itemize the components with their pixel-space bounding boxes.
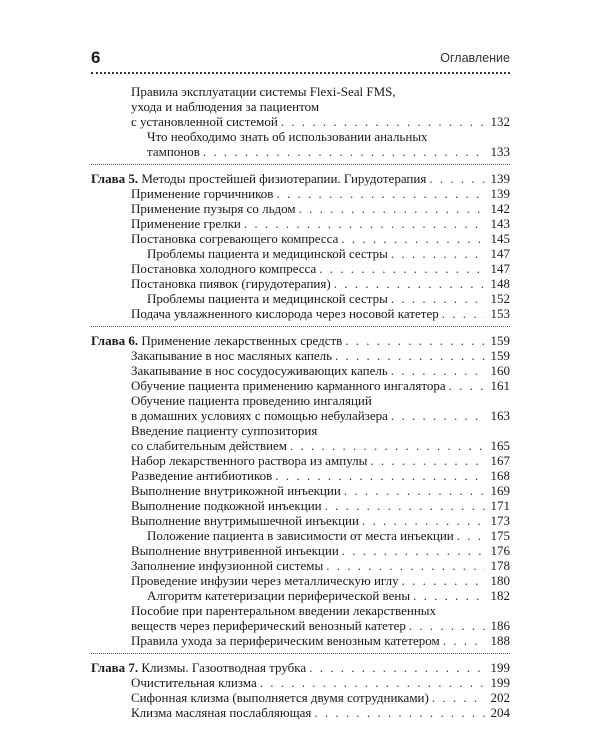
toc-leader-line [131,498,510,513]
toc-leader-line [131,261,510,276]
toc-entry-line: Обучение пациента проведению ингаляций [131,393,372,408]
dot-leader [260,675,485,690]
toc-entry [91,363,510,378]
page-ref: 163 [490,408,510,423]
toc-entry [91,705,510,720]
toc-leader-line [131,705,510,720]
toc-entry [91,186,510,201]
chapter-label: Глава 7. [91,660,139,675]
toc-entry [91,261,510,276]
toc-entry [91,498,510,513]
dot-leader [334,276,485,291]
toc-entry [91,573,510,588]
page-ref: 159 [490,348,510,363]
table-of-contents [91,84,510,720]
toc-leader-line [131,483,510,498]
page-ref: 153 [490,306,510,321]
dot-leader [335,348,485,363]
toc-entry-title: Алгоритм катетеризации периферической вены [147,588,411,603]
toc-entry-title: Применение пузыря со льдом [131,201,296,216]
dot-leader [432,690,485,705]
toc-entry-title: Выполнение подкожной инъекции [131,498,322,513]
page-ref: 165 [490,438,510,453]
toc-leader-line [147,144,510,159]
page-ref: 171 [490,498,510,513]
toc-entry-line: Правила эксплуатации системы Flexi-Seal FMS, [131,84,396,99]
toc-leader-line [91,333,510,348]
dot-leader [409,618,485,633]
toc-entry-line: Что необходимо знать об использовании анальных [147,129,428,144]
page-ref: 132 [490,114,510,129]
dot-leader [325,498,485,513]
toc-entry [91,513,510,528]
page-ref: 148 [490,276,510,291]
toc-leader-line [131,306,510,321]
toc-entry-title: Применение грелки [131,216,241,231]
toc-entry-title [91,333,342,348]
dot-leader [442,306,485,321]
toc-leader-line [131,438,510,453]
toc-entry [91,558,510,573]
toc-entry-line: Пособие при парентеральном введении лекарственных [131,603,437,618]
toc-entry-title: Клизма масляная послабляющая [131,705,312,720]
toc-leader-line [131,453,510,468]
page-ref: 188 [490,633,510,648]
toc-entry [91,543,510,558]
page-ref: 133 [490,144,510,159]
toc-entry-line: ухода и наблюдения за пациентом [131,99,320,114]
dot-leader [443,633,485,648]
toc-entry-title: Положение пациента в зависимости от места инъекции [147,528,454,543]
dot-leader [290,438,485,453]
page-ref: 159 [490,333,510,348]
toc-entry-title: веществ через периферический венозный катетер [131,618,406,633]
dot-leader [413,588,485,603]
page-ref: 152 [490,291,510,306]
toc-entry-title: Выполнение внутривенной инъекции [131,543,339,558]
toc-entry-title: Проблемы пациента и медицинской сестры [147,246,388,261]
section-divider [91,326,510,328]
toc-leader-line [131,633,510,648]
dot-leader [391,363,485,378]
toc-entry-title: Закапывание в нос масляных капель [131,348,332,363]
toc-entry [91,306,510,321]
dot-leader [449,378,485,393]
toc-leader-line [131,378,510,393]
toc-leader-line [147,246,510,261]
chapter-title: Клизмы. Газоотводная трубка [141,660,307,675]
page-ref: 199 [490,660,510,675]
toc-entry [91,675,510,690]
page-ref: 147 [490,246,510,261]
chapter-title: Применение лекарственных средств [141,333,343,348]
toc-entry-title: Применение горчичников [131,186,274,201]
toc-leader-line [131,408,510,423]
toc-leader-line [131,558,510,573]
chapter-label: Глава 5. [91,171,139,186]
dot-leader [362,513,485,528]
page-ref: 142 [490,201,510,216]
toc-entry-title: Выполнение внутримышечной инъекции [131,513,359,528]
page-ref: 199 [490,675,510,690]
toc-leader-line [131,618,510,633]
toc-entry-title: Заполнение инфузионной системы [131,558,324,573]
toc-entry-title: Постановка согревающего компресса [131,231,339,246]
toc-entry-title: Закапывание в нос сосудосуживающих капель [131,363,388,378]
page-ref: 204 [490,705,510,720]
toc-entry [91,423,510,453]
page-ref: 168 [490,468,510,483]
toc-entry [91,690,510,705]
toc-entry [91,84,510,129]
dot-leader [370,453,485,468]
toc-subentry [91,291,510,306]
toc-entry [91,453,510,468]
dot-leader [345,333,485,348]
toc-entry-title [91,660,306,675]
chapter-heading [91,333,510,348]
page-ref: 182 [490,588,510,603]
chapter-heading [91,660,510,675]
header-rule [91,72,510,74]
page-number: 6 [91,48,101,67]
toc-entry-line: Введение пациенту суппозитория [131,423,318,438]
toc-entry-title [91,171,426,186]
toc-leader-line [131,216,510,231]
toc-leader-line [131,201,510,216]
page-ref: 202 [490,690,510,705]
toc-entry-title: Постановка пиявок (гирудотерапия) [131,276,331,291]
toc-entry-title: Проблемы пациента и медицинской сестры [147,291,388,306]
toc-leader-line [147,528,510,543]
section-divider [91,653,510,655]
dot-leader [309,660,485,675]
dot-leader [344,483,485,498]
toc-entry-title: Обучение пациента применению карманного ингалятора [131,378,446,393]
toc-leader-line [131,348,510,363]
dot-leader [203,144,485,159]
toc-entry [91,348,510,363]
dot-leader [402,573,485,588]
dot-leader [391,246,485,261]
running-title: Оглавление [440,51,510,65]
toc-subentry [91,588,510,603]
toc-subentry [91,528,510,543]
toc-entry-title: в домашних условиях с помощью небулайзера [131,408,388,423]
dot-leader [275,468,485,483]
page-ref: 145 [490,231,510,246]
page-ref: 173 [490,513,510,528]
toc-entry [91,393,510,423]
toc-entry-title: Набор лекарственного раствора из ампулы [131,453,368,468]
dot-leader [391,291,485,306]
dot-leader [299,201,485,216]
toc-leader-line [91,660,510,675]
toc-leader-line [147,291,510,306]
toc-leader-line [131,231,510,246]
page-ref: 176 [490,543,510,558]
toc-entry-title: Подача увлажненного кислорода через носовой катетер [131,306,439,321]
page-ref: 147 [490,261,510,276]
toc-leader-line [131,513,510,528]
page-ref: 169 [490,483,510,498]
dot-leader [391,408,485,423]
toc-entry [91,201,510,216]
page-ref: 167 [490,453,510,468]
toc-entry [91,231,510,246]
dot-leader [457,528,485,543]
toc-leader-line [131,573,510,588]
page-ref: 161 [490,378,510,393]
page-ref: 186 [490,618,510,633]
toc-leader-line [131,543,510,558]
toc-entry-title: Очистительная клизма [131,675,257,690]
toc-entry [91,276,510,291]
toc-entry-title: со слабительным действием [131,438,288,453]
toc-entry [91,633,510,648]
dot-leader [319,261,485,276]
toc-leader-line [131,276,510,291]
toc-leader-line [131,468,510,483]
chapter-title: Методы простейшей физиотерапии. Гирудотерапия [141,171,427,186]
page-ref: 175 [490,528,510,543]
page-ref: 178 [490,558,510,573]
toc-leader-line [131,690,510,705]
dot-leader [341,231,485,246]
dot-leader [314,705,485,720]
dot-leader [429,171,485,186]
toc-leader-line [131,675,510,690]
toc-leader-line [131,186,510,201]
chapter-label: Глава 6. [91,333,139,348]
toc-entry-title: Постановка холодного компресса [131,261,317,276]
page-ref: 180 [490,573,510,588]
page-ref: 160 [490,363,510,378]
dot-leader [342,543,485,558]
page-ref: 139 [490,186,510,201]
toc-entry [91,378,510,393]
toc-leader-line [147,588,510,603]
toc-leader-line [131,114,510,129]
toc-entry [91,483,510,498]
chapter-heading [91,171,510,186]
toc-entry-title: Выполнение внутрикожной инъекции [131,483,341,498]
toc-entry [91,216,510,231]
toc-entry [91,468,510,483]
toc-entry-title: тампонов [147,144,200,159]
toc-leader-line [91,171,510,186]
toc-entry-title: Проведение инфузии через металлическую иглу [131,573,399,588]
toc-entry-title: с установленной системой [131,114,278,129]
toc-entry [91,603,510,633]
page-ref: 143 [490,216,510,231]
toc-leader-line [131,363,510,378]
dot-leader [276,186,485,201]
dot-leader [281,114,485,129]
page-header [91,48,510,70]
dot-leader [326,558,485,573]
toc-subentry [91,129,510,159]
section-divider [91,164,510,166]
toc-entry-title: Правила ухода за периферическим венозным катетером [131,633,440,648]
page-ref: 139 [490,171,510,186]
toc-entry-title: Разведение антибиотиков [131,468,273,483]
dot-leader [244,216,485,231]
toc-subentry [91,246,510,261]
toc-entry-title: Сифонная клизма (выполняется двумя сотрудниками) [131,690,429,705]
